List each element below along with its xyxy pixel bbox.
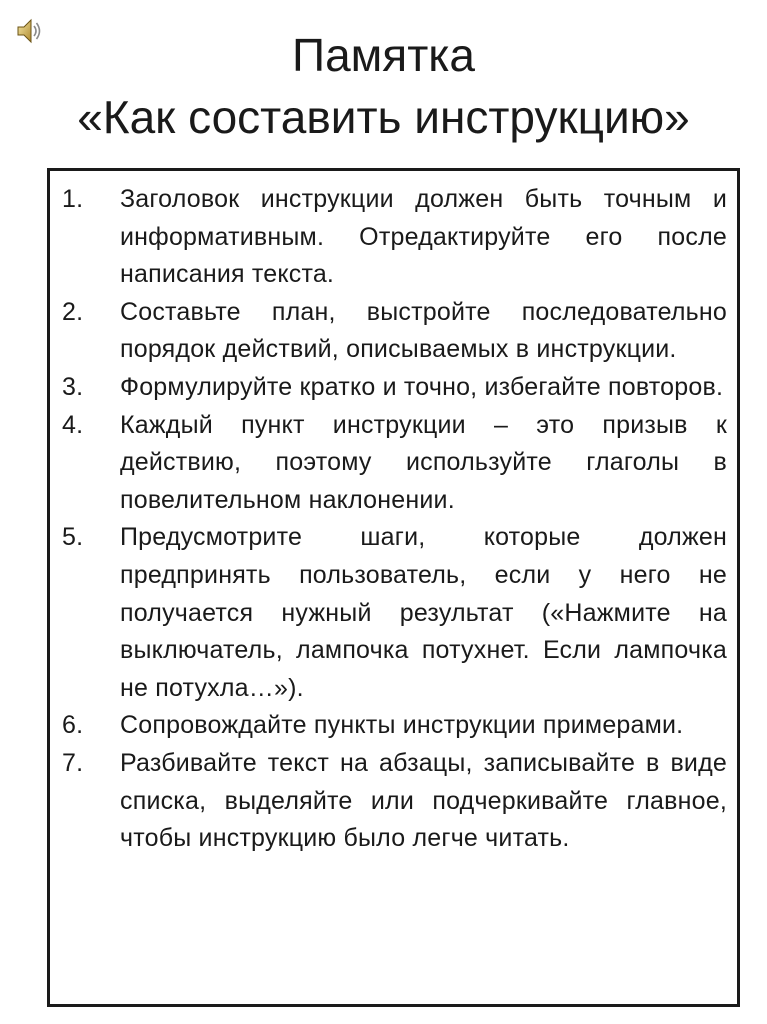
item-number: 2. xyxy=(62,297,84,326)
item-text: Сопровождайте пункты инструкции примерами. xyxy=(120,711,684,740)
title-line-1: Памятка xyxy=(292,29,475,81)
title-line-2: «Как составить инструкцию» xyxy=(77,91,690,143)
list-item xyxy=(62,745,727,858)
item-text: Составьте план, выстройте последовательно порядок действий, описываемых в инструкции. xyxy=(120,297,727,364)
list-item xyxy=(62,294,727,369)
item-text: Формулируйте кратко и точно, избегайте повторов. xyxy=(120,372,724,401)
list-item xyxy=(62,707,727,745)
list-item xyxy=(62,181,727,294)
item-number: 7. xyxy=(62,748,84,777)
item-number: 6. xyxy=(62,711,84,740)
list-item xyxy=(62,519,727,707)
item-text: Разбивайте текст на абзацы, записывайте в виде списка, выделяйте или подчеркивайте главное, чтобы инструкцию было легче читать. xyxy=(120,748,727,853)
memo-list xyxy=(62,181,727,858)
item-number: 1. xyxy=(62,185,84,213)
list-item xyxy=(62,369,727,407)
item-text: Заголовок инструкции должен быть точным и информативным. Отредактируйте его после написания текста. xyxy=(120,185,727,289)
page-title xyxy=(0,24,767,148)
item-number: 5. xyxy=(62,523,84,552)
memo-box xyxy=(47,168,740,1007)
item-text: Каждый пункт инструкции – это призыв к действию, поэтому используйте глаголы в повелительном наклонении. xyxy=(120,410,727,514)
item-number: 3. xyxy=(62,372,84,401)
list-item xyxy=(62,407,727,520)
item-number: 4. xyxy=(62,410,84,439)
item-text: Предусмотрите шаги, которые должен предпринять пользователь, если у него не получается нужный результат («Нажмите на выключатель, лампочка потухнет. Если лампочка не потухла…»). xyxy=(120,523,727,702)
